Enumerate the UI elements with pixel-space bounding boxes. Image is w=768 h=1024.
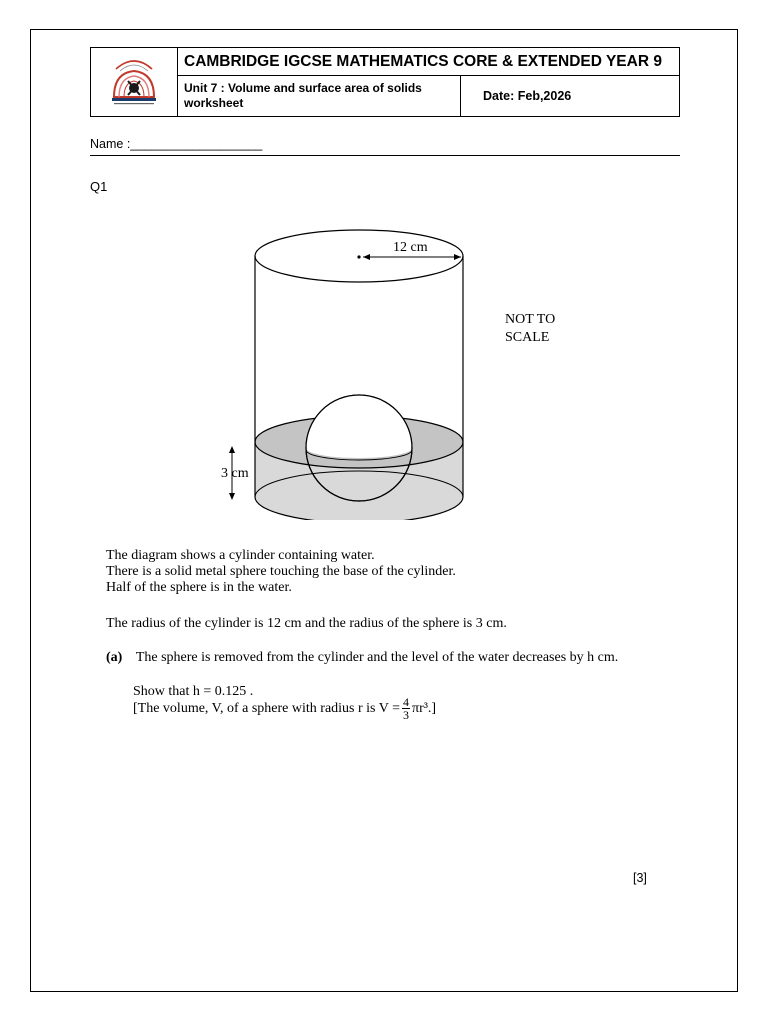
worksheet-title: CAMBRIDGE IGCSE MATHEMATICS CORE & EXTENDED YEAR 9 bbox=[178, 48, 680, 76]
name-field: Name :___________________ bbox=[90, 137, 680, 156]
not-to-scale-note: NOT TO bbox=[505, 312, 556, 327]
formula-prefix: [The volume, V, of a sphere with radius r is V = bbox=[133, 700, 400, 716]
cylinder-diagram bbox=[205, 220, 565, 520]
not-to-scale-note-line2: SCALE bbox=[505, 330, 550, 345]
worksheet-date: Date: Feb,2026 bbox=[461, 76, 680, 117]
question-intro bbox=[106, 548, 456, 596]
formula-suffix: πr³.] bbox=[412, 700, 437, 716]
unit-title: Unit 7 : Volume and surface area of solids worksheet bbox=[178, 76, 461, 117]
school-logo bbox=[91, 48, 178, 117]
part-a-label: (a) bbox=[106, 650, 123, 665]
part-a bbox=[106, 650, 618, 666]
water-height-label: 3 cm bbox=[221, 466, 249, 481]
school-logo-icon bbox=[104, 51, 164, 109]
sphere-volume-formula bbox=[133, 696, 436, 721]
formula-denominator: 3 bbox=[403, 708, 409, 722]
show-that: Show that h = 0.125 . bbox=[133, 684, 254, 699]
formula-fraction bbox=[402, 696, 410, 721]
intro-line: The diagram shows a cylinder containing water. bbox=[106, 548, 375, 563]
radius-label: 12 cm bbox=[393, 240, 428, 255]
question-label: Q1 bbox=[90, 179, 108, 194]
part-a-text: The sphere is removed from the cylinder and the level of the water decreases by h cm. bbox=[135, 650, 619, 665]
formula-numerator: 4 bbox=[403, 695, 409, 709]
radius-statement: The radius of the cylinder is 12 cm and the radius of the sphere is 3 cm. bbox=[106, 616, 507, 631]
intro-line: Half of the sphere is in the water. bbox=[106, 580, 292, 595]
intro-line: There is a solid metal sphere touching the base of the cylinder. bbox=[106, 564, 456, 579]
worksheet-header bbox=[90, 47, 680, 117]
marks-label: [3] bbox=[633, 871, 647, 885]
